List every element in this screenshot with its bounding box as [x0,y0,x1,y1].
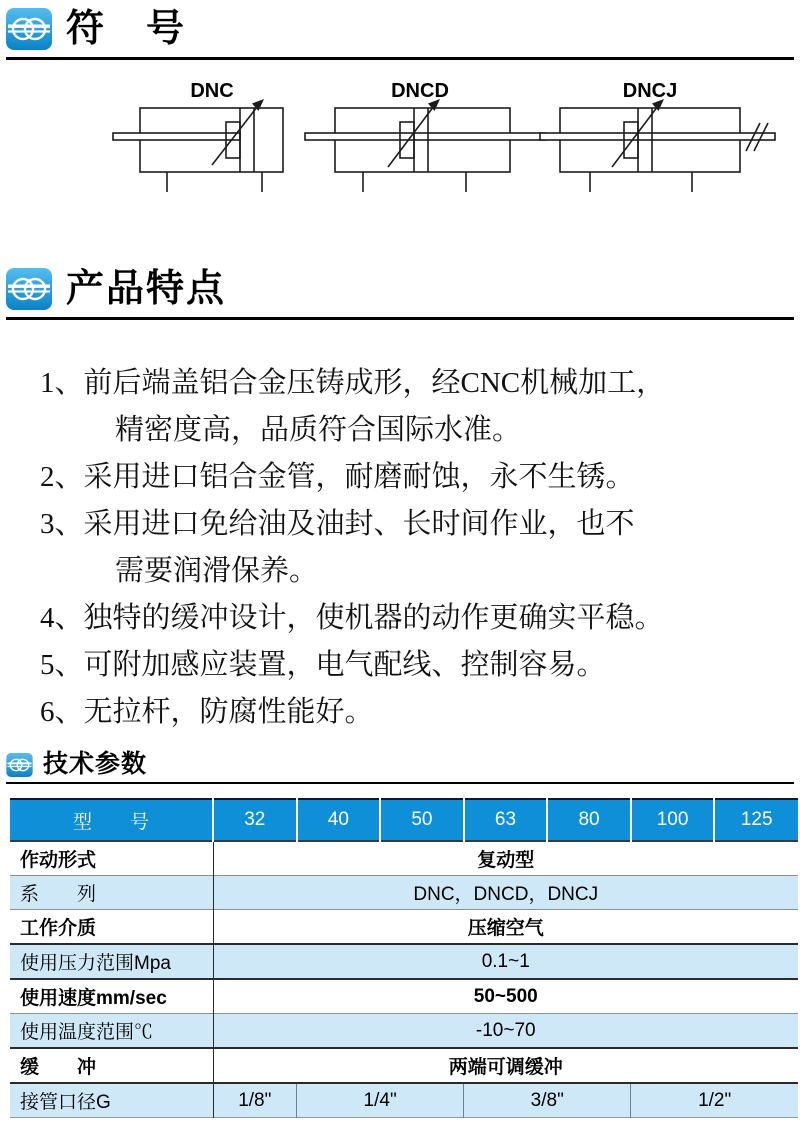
row-label: 缓 冲 [10,1048,213,1083]
features-section-title: 产品特点 [66,268,227,310]
feature-line: 1、前后端盖铝合金压铸成形，经CNC机械加工， [40,367,666,399]
header-size: 63 [464,799,548,841]
row-value: -10~70 [213,1014,798,1049]
row-value: 压缩空气 [467,918,544,939]
feature-line: 精密度高，品质符合国际水准。 [115,414,522,446]
tech-parameters-table [10,798,798,1118]
port-size-value: 1/2" [631,1083,798,1118]
row-value: DNC，DNCD，DNCJ [213,876,798,910]
symbols-section-header [6,8,794,60]
port-size-value: 3/8" [464,1083,631,1118]
feature-item [40,689,780,736]
diagram-dnc [113,80,283,192]
diagram-dncd [305,80,545,192]
symbols-section-title: 符 号 [66,8,187,50]
feature-item [40,595,780,642]
port-size-value: 1/8" [213,1083,297,1118]
row-value: 0.1~1 [213,944,798,979]
header-size: 125 [714,799,798,841]
cylinder-symbol-diagrams [0,75,800,210]
feature-line: 需要润滑保养。 [115,555,319,587]
header-size: 40 [297,799,381,841]
table-row [10,1014,798,1049]
header-size: 80 [547,799,631,841]
table-row [10,979,798,1014]
tech-section-header [6,752,794,784]
tech-section-title: 技术参数 [43,750,148,778]
features-section-header [6,268,794,320]
feature-line: 4、独特的缓冲设计，使机器的动作更确实平稳。 [40,602,664,634]
header-size: 50 [380,799,464,841]
diagram-dncd-label: DNCD [391,80,449,102]
row-value: 复动型 [477,850,535,871]
brand-logo-icon [6,268,52,310]
feature-item [40,501,780,595]
table-row [10,876,798,910]
table-row [10,944,798,979]
feature-item [40,360,780,454]
header-size: 32 [213,799,297,841]
feature-list [40,360,780,736]
feature-line: 6、无拉杆，防腐性能好。 [40,696,374,728]
table-row [10,841,798,876]
row-label: 接管口径G [10,1083,213,1118]
row-label: 系 列 [10,876,213,910]
feature-line: 5、可附加感应装置，电气配线、控制容易。 [40,649,606,681]
row-label: 作动形式 [10,841,213,876]
diagram-dnc-label: DNC [190,80,234,102]
table-header-row [10,799,798,841]
diagram-dncj [540,80,775,192]
table-row [10,910,798,945]
port-size-value: 1/4" [297,1083,464,1118]
table-row [10,1048,798,1083]
table-row-port-size [10,1083,798,1118]
header-size: 100 [631,799,715,841]
row-label: 使用速度mm/sec [10,979,213,1014]
row-label: 使用压力范围Mpa [10,944,213,979]
row-label: 使用温度范围℃ [10,1014,213,1049]
feature-line: 3、采用进口免给油及油封、长时间作业，也不 [40,508,635,540]
feature-item [40,642,780,689]
header-model-label: 型 号 [10,799,213,841]
feature-item [40,454,780,501]
row-value: 两端可调缓冲 [448,1057,563,1078]
brand-logo-icon [6,8,52,50]
feature-line: 2、采用进口铝合金管，耐磨耐蚀，永不生锈。 [40,461,635,493]
row-value: 50~500 [473,985,538,1007]
brand-logo-icon [6,753,33,777]
row-label: 工作介质 [10,910,213,945]
diagram-dncj-label: DNCJ [622,80,678,102]
